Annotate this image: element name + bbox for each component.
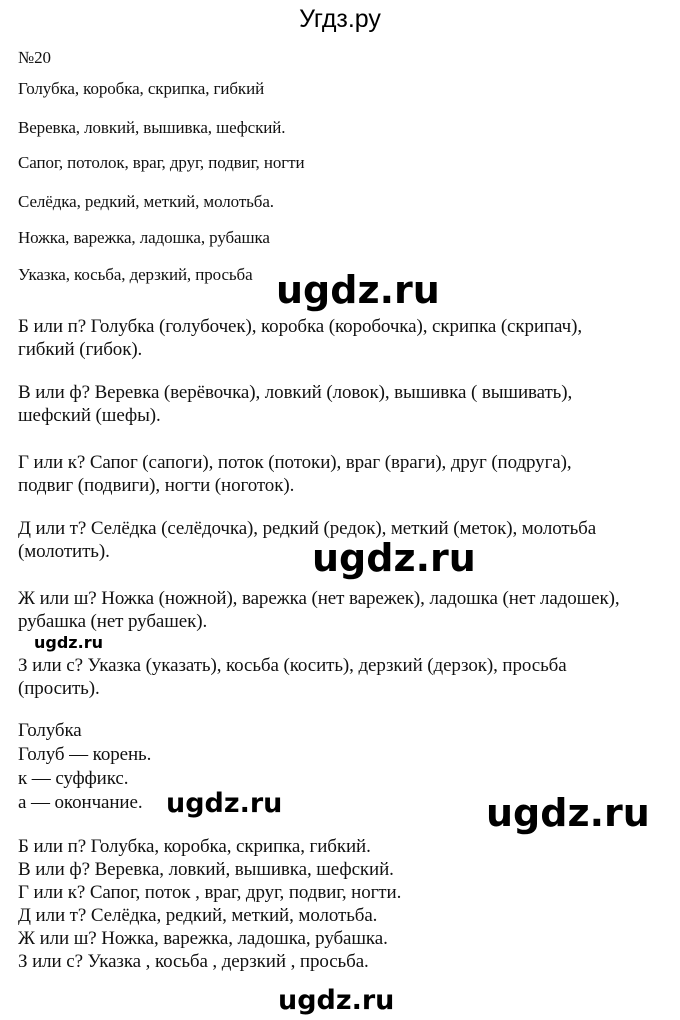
summary-line: З или с? Указка , косьба , дерзкий , просьба. xyxy=(18,951,369,972)
answer-line: Ж или ш? Ножка (ножной), варежка (нет варежек), ладошка (нет ладошек), xyxy=(18,588,620,609)
summary-line: В или ф? Веревка, ловкий, вышивка, шефский. xyxy=(18,859,394,880)
summary-line: Ж или ш? Ножка, варежка, ладошка, рубашка. xyxy=(18,928,388,949)
watermark: ugdz.ru xyxy=(278,985,395,1016)
answer-line: Г или к? Сапог (сапоги), поток (потоки), враг (враги), друг (подруга), xyxy=(18,452,572,473)
watermark: ugdz.ru xyxy=(34,633,103,652)
word-group-line: Указка, косьба, дерзкий, просьба xyxy=(18,265,253,284)
morpheme-root: Голуб — корень. xyxy=(18,744,152,765)
summary-line: Г или к? Сапог, поток , враг, друг, подвиг, ногти. xyxy=(18,882,402,903)
answer-line: Д или т? Селёдка (селёдочка), редкий (редок), меткий (меток), молотьба xyxy=(18,518,597,539)
watermark: ugdz.ru xyxy=(312,536,476,580)
watermark: ugdz.ru xyxy=(166,788,283,819)
answer-line: (просить). xyxy=(18,678,100,699)
summary-line: Б или п? Голубка, коробка, скрипка, гибкий. xyxy=(18,836,371,857)
morpheme-suffix: к — суффикс. xyxy=(18,768,129,789)
watermark: ugdz.ru xyxy=(276,268,440,312)
answer-line: рубашка (нет рубашек). xyxy=(18,611,208,632)
morpheme-word: Голубка xyxy=(18,720,82,741)
answer-line: шефский (шефы). xyxy=(18,405,161,426)
word-group-line: Голубка, коробка, скрипка, гибкий xyxy=(18,79,265,98)
word-group-line: Ножка, варежка, ладошка, рубашка xyxy=(18,228,270,247)
answer-line: В или ф? Веревка (верёвочка), ловкий (ловок), вышивка ( вышивать), xyxy=(18,382,573,403)
exercise-number: №20 xyxy=(18,48,51,67)
site-title: Угдз.ру xyxy=(299,5,381,33)
word-group-line: Сапог, потолок, враг, друг, подвиг, ногти xyxy=(18,153,305,172)
word-group-line: Веревка, ловкий, вышивка, шефский. xyxy=(18,118,286,137)
answer-line: подвиг (подвиги), ногти (ноготок). xyxy=(18,475,295,496)
word-group-line: Селёдка, редкий, меткий, молотьба. xyxy=(18,192,274,211)
watermark: ugdz.ru xyxy=(486,791,650,835)
morpheme-ending: а — окончание. xyxy=(18,792,143,813)
summary-line: Д или т? Селёдка, редкий, меткий, молотьба. xyxy=(18,905,378,926)
answer-line: Б или п? Голубка (голубочек), коробка (коробочка), скрипка (скрипач), xyxy=(18,316,582,337)
answer-line: З или с? Указка (указать), косьба (косить), дерзкий (дерзок), просьба xyxy=(18,655,567,676)
answer-line: гибкий (гибок). xyxy=(18,339,143,360)
answer-line: (молотить). xyxy=(18,541,110,562)
